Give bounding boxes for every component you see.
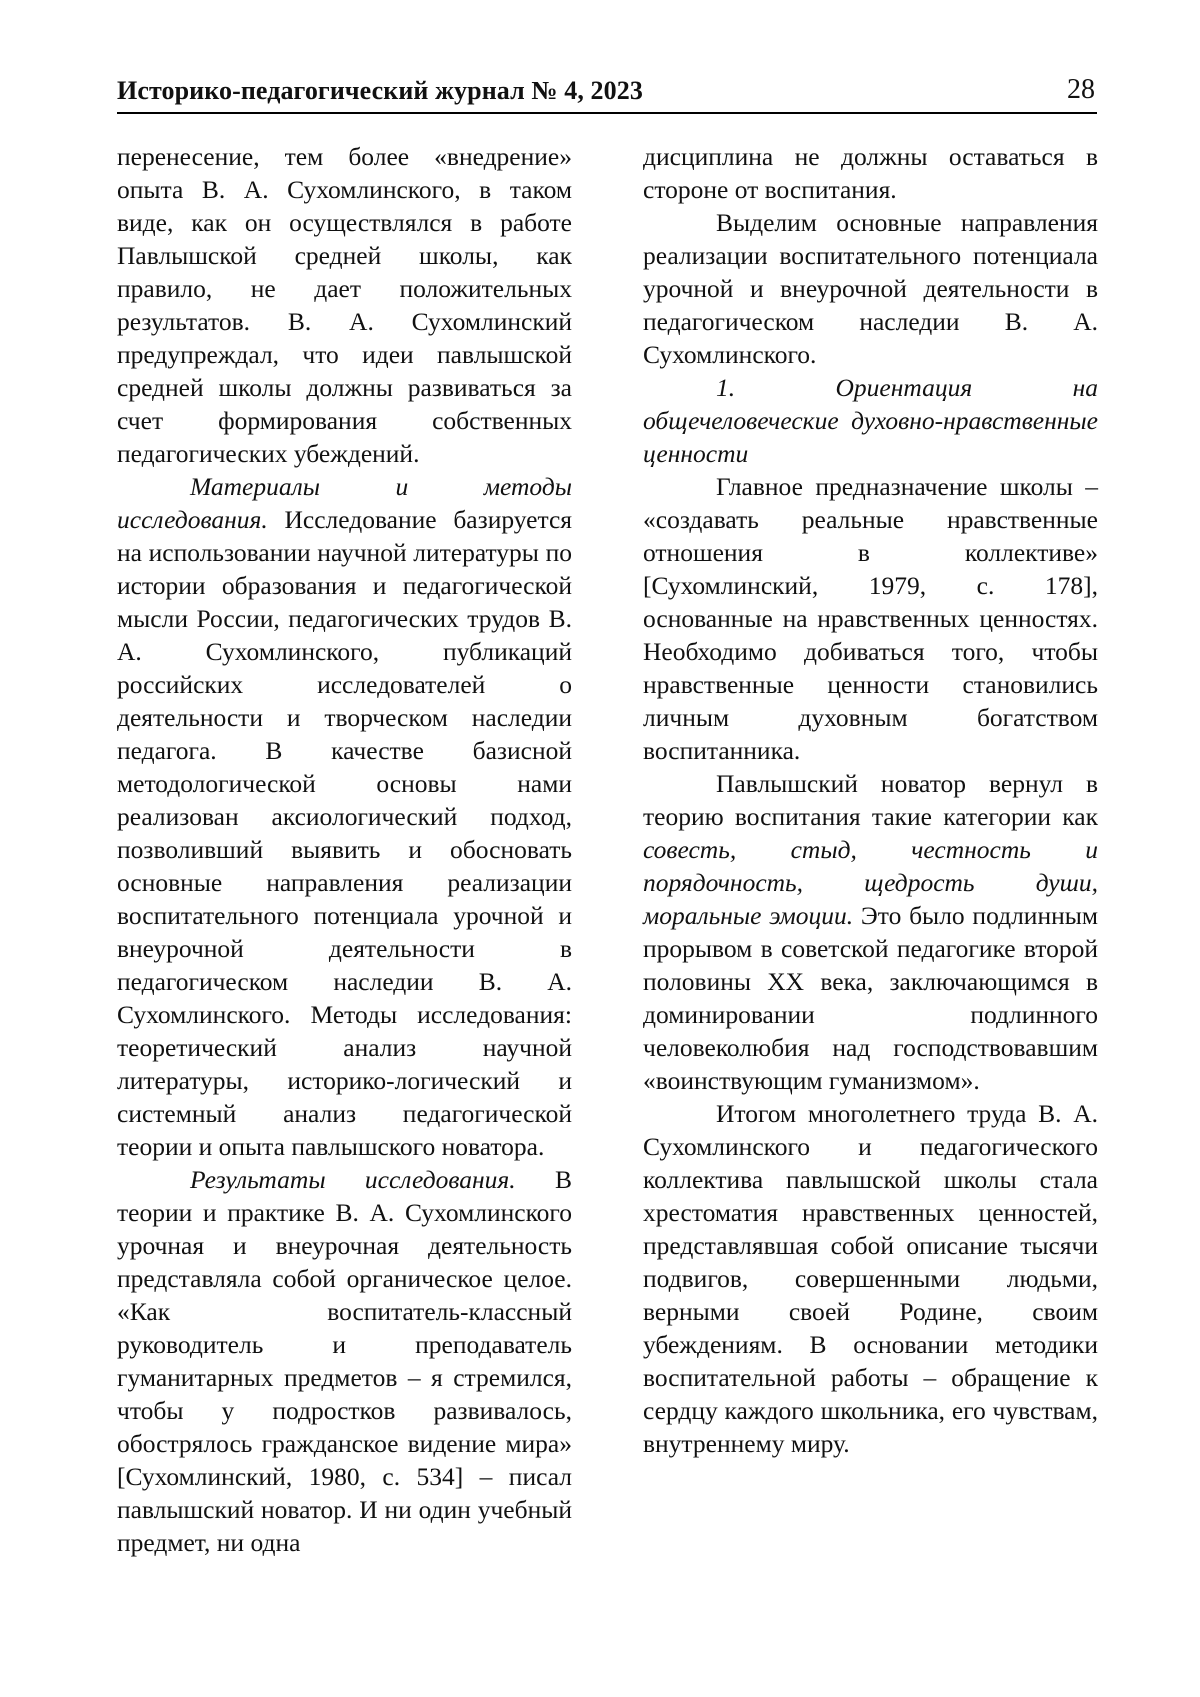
p5-end: Это было подлинным прорывом в советской педагогике второй половины XX века, заключающимся в доминировании подлинного человеколюбия над господствовавшим «воинствующим гуманизмом». xyxy=(643,901,1099,1095)
p5-italic-categories: совесть, стыд, честность и порядочность, щедрость души, моральные эмоции. xyxy=(643,835,1098,930)
right-paragraph-5 xyxy=(643,767,1098,1097)
section-heading-1 xyxy=(643,371,1098,470)
left-paragraph-results xyxy=(117,1163,572,1559)
p5-start: Павлышский новатор вернул в теорию воспитания такие категории как xyxy=(643,769,1098,831)
right-paragraph-2: Выделим основные направления реализации воспитательного потенциала урочной и внеурочной деятельности в педагогическом наследии В. А. Сухомлинского. xyxy=(643,208,1098,369)
section-heading-1-text: 1. Ориентация на общечеловеческие духовно-нравственные ценности xyxy=(643,373,1098,468)
methods-heading: Материалы и методы исследования. xyxy=(117,472,572,534)
page-number: 28 xyxy=(1067,74,1095,105)
left-paragraph-methods xyxy=(117,470,572,1163)
running-header xyxy=(117,72,1097,114)
right-paragraph-4: Главное предназначение школы – «создавать реальные нравственные отношения в коллективе» [Сухомлинский, 1979, с. 178], основанные на нравственных ценностях. Необходимо добиваться того, чтобы нравственные ценности становились личным духовным богатством воспитанника. xyxy=(643,472,1098,765)
results-heading: Результаты исследования. xyxy=(190,1165,516,1194)
right-paragraph-6: Итогом многолетнего труда В. А. Сухомлинского и педагогического коллектива павлышской школы стала хрестоматия нравственных ценностей, представлявшая собой описание тысячи подвигов, совершенными людьми, верными своей Родине, своим убеждениям. В основании методики воспитательной работы – обращение к сердцу каждого школьника, его чувствам, внутреннему миру. xyxy=(643,1099,1098,1458)
results-text: В теории и практике В. А. Сухомлинского урочная и внеурочная деятельность представляла собой органическое целое. «Как воспитатель-классный руководитель и преподаватель гуманитарных предметов – я стремился, чтобы у подростков развивалось, обострялось гражданское видение мира» [Сухомлинский, 1980, с. 534] – писал павлышский новатор. И ни один учебный предмет, ни одна xyxy=(117,1165,573,1557)
journal-title: Историко-педагогический журнал № 4, 2023 xyxy=(117,76,643,105)
methods-text: Исследование базируется на использовании научной литературы по истории образования и педагогической мысли России, педагогических трудов В. А. Сухомлинского, публикаций российских исследователей о деятельности и творческом наследии педагога. В качестве базисной методологической основы нами реализован аксиологический подход, позволивший выявить и обосновать основные направления реализации воспитательного потенциала урочной и внеурочной деятельности в педагогическом наследии В. А. Сухомлинского. Методы исследования: теоретический анализ научной литературы, историко-логический и системный анализ педагогической теории и опыта павлышского новатора. xyxy=(117,505,572,1161)
left-column xyxy=(117,140,572,1559)
right-paragraph-1: дисциплина не должны оставаться в стороне от воспитания. xyxy=(643,142,1098,204)
right-column xyxy=(643,140,1098,1460)
left-paragraph-1: перенесение, тем более «внедрение» опыта В. А. Сухомлинского, в таком виде, как он осуществлялся в работе Павлышской средней школы, как правило, не дает положительных результатов. В. А. Сухомлинский предупреждал, что идеи павлышской средней школы должны развиваться за счет формирования собственных педагогических убеждений. xyxy=(117,142,572,468)
